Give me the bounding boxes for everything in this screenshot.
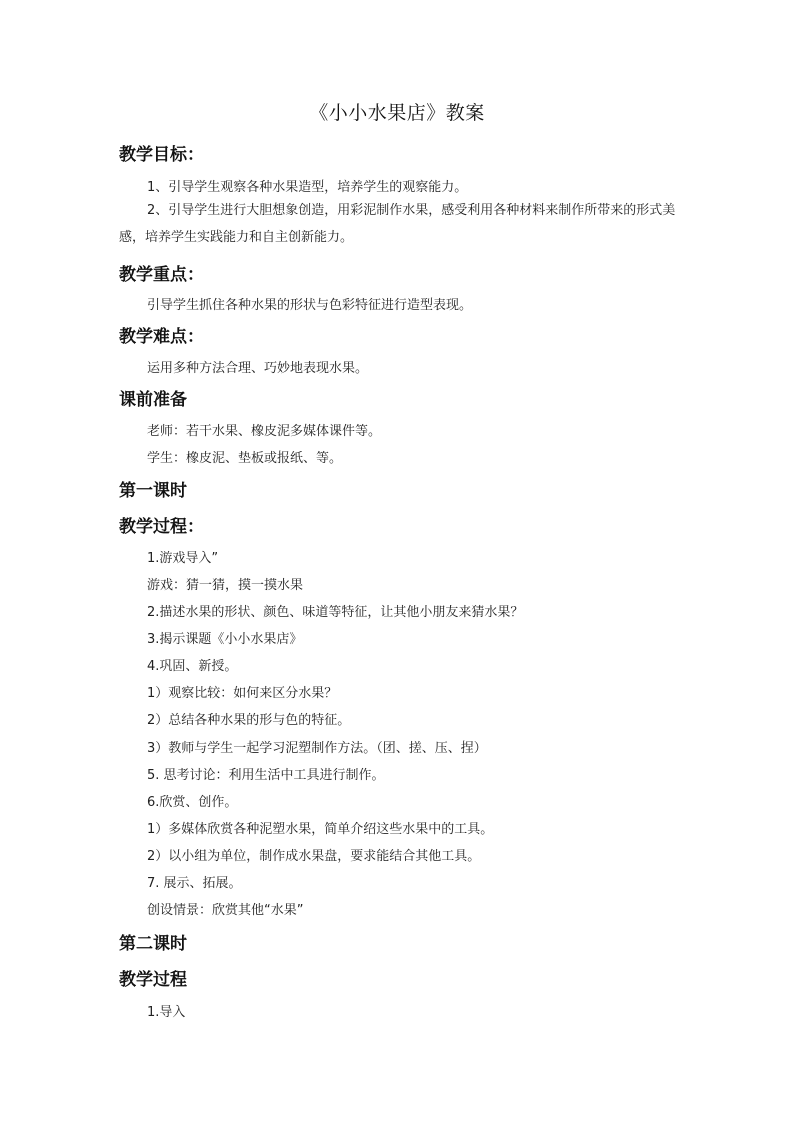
lesson1-process-heading: 教学过程： (119, 517, 204, 537)
lesson2-process-heading: 教学过程 (119, 970, 187, 990)
lesson1-line: 4.巩固、新授。 (147, 659, 238, 674)
key-points-heading: 教学重点： (119, 265, 204, 285)
lesson1-line: 1.游戏导入” (147, 551, 219, 566)
lesson1-line: 2）总结各种水果的形与色的特征。 (147, 713, 351, 728)
lesson1-line: 6.欣赏、创作。 (147, 795, 238, 810)
lesson1-line: 1）观察比较：如何来区分水果？ (147, 686, 338, 701)
preparation-teacher: 老师：若干水果、橡皮泥多媒体课件等。 (147, 424, 382, 439)
lesson2-line: 1.导入 (147, 1005, 186, 1020)
key-points-text: 引导学生抓住各种水果的形状与色彩特征进行造型表现。 (147, 298, 473, 313)
difficulties-heading: 教学难点： (119, 327, 204, 347)
goal-item-2: 2、引导学生进行大胆想象创造，用彩泥制作水果，感受利用各种材料来制作所带来的形式美感，培养学生实践能力和自主创新能力。 (119, 203, 676, 245)
page-title: 《小小水果店》教案 (309, 102, 485, 124)
preparation-heading: 课前准备 (119, 390, 187, 410)
preparation-student: 学生：橡皮泥、垫板或报纸、等。 (147, 451, 343, 466)
lesson1-line: 创设情景：欣赏其他“水果” (147, 903, 304, 918)
difficulties-text: 运用多种方法合理、巧妙地表现水果。 (147, 361, 369, 376)
goals-heading: 教学目标： (119, 145, 204, 165)
lesson1-line: 2.描述水果的形状、颜色、味道等特征，让其他小朋友来猜水果？ (147, 605, 524, 620)
lesson1-line: 3.揭示课题《小小水果店》 (147, 632, 303, 647)
lesson1-line: 1）多媒体欣赏各种泥塑水果，简单介绍这些水果中的工具。 (147, 822, 494, 837)
lesson1-line: 7. 展示、拓展。 (147, 876, 242, 891)
lesson1-line: 2）以小组为单位，制作成水果盘，要求能结合其他工具。 (147, 849, 481, 864)
lesson2-heading: 第二课时 (119, 934, 187, 954)
lesson1-heading: 第一课时 (119, 481, 187, 501)
goal-item-1: 1、引导学生观察各种水果造型，培养学生的观察能力。 (147, 180, 468, 195)
lesson1-line: 游戏：猜一猜，摸一摸水果 (147, 578, 304, 593)
lesson1-line: 5. 思考讨论：利用生活中工具进行制作。 (147, 768, 385, 783)
lesson1-line: 3）教师与学生一起学习泥塑制作方法。（团、搓、压、捏） (147, 741, 487, 756)
